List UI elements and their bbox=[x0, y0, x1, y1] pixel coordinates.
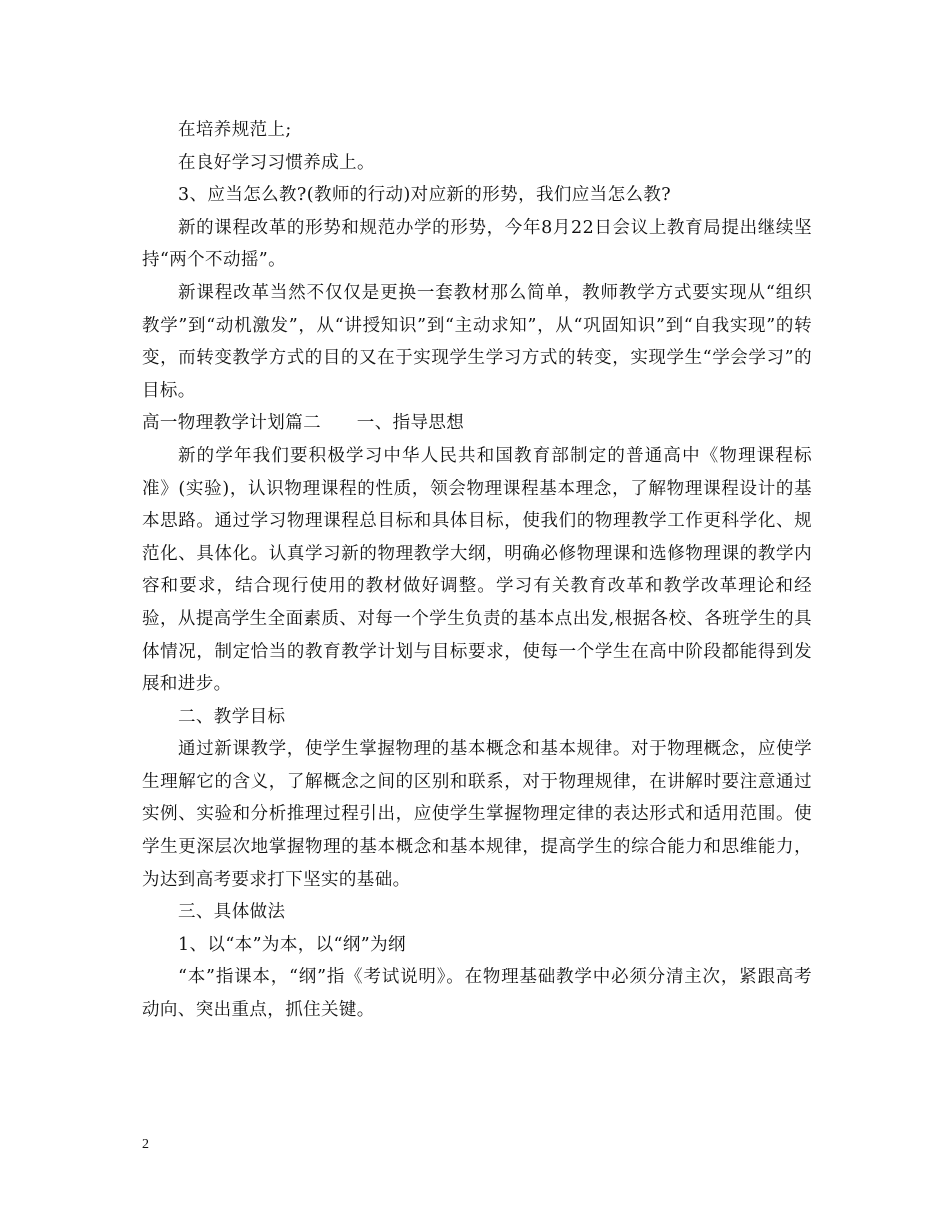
paragraph: “本”指课本，“纲”指《考试说明》。在物理基础教学中必须分清主次，紧跟高考动向、突出重点，抓住关键。 bbox=[142, 967, 812, 1021]
paragraph: 在良好学习习惯养成上。 bbox=[178, 152, 375, 173]
page-number: 2 bbox=[142, 1137, 149, 1152]
paragraph: 3、应当怎么教?(教师的行动)对应新的形势，我们应当怎么教? bbox=[178, 185, 672, 206]
section-heading: 二、教学目标 bbox=[178, 706, 286, 727]
paragraph: 新的课程改革的形势和规范办学的形势，今年8月22日会议上教育局提出继续坚持“两个不动摇”。 bbox=[142, 217, 812, 271]
subsection-heading: 1、以“本”为本，以“纲”为纲 bbox=[178, 934, 406, 955]
paragraph: 通过新课教学，使学生掌握物理的基本概念和基本规律。对于物理概念，应使学生理解它的含义，了解概念之间的区别和联系，对于物理规律，在讲解时要注意通过实例、实验和分析推理过程引出，应使学生掌握物理定律的表达形式和适用范围。使学生更深层次地掌握物理的基本概念和基本规律，提高学生的综合能力和思维能力，为达到高考要求打下坚实的基础。 bbox=[142, 739, 812, 890]
paragraph: 在培养规范上; bbox=[178, 120, 292, 140]
document-body bbox=[142, 114, 812, 1027]
paragraph: 新的学年我们要积极学习中华人民共和国教育部制定的普通高中《物理课程标准》(实验)，认识物理课程的性质，领会物理课程基本理念，了解物理课程设计的基本思路。通过学习物理课程总目标和具体目标，使我们的物理教学工作更科学化、规范化、具体化。认真学习新的物理教学大纲，明确必修物理课和选修物理课的教学内容和要求，结合现行使用的教材做好调整。学习有关教育改革和教学改革理论和经验，从提高学生全面素质、对每一个学生负责的基本点出发,根据各校、各班学生的具体情况，制定恰当的教育教学计划与目标要求，使每一个学生在高中阶段都能得到发展和进步。 bbox=[142, 445, 812, 695]
paragraph: 新课程改革当然不仅仅是更换一套教材那么简单，教师教学方式要实现从“组织教学”到“动机激发”，从“讲授知识”到“主动求知”，从“巩固知识”到“自我实现”的转变，而转变教学方式的目的又在于实现学生学习方式的转变，实现学生“学会学习”的目标。 bbox=[142, 282, 812, 401]
section-heading: 三、具体做法 bbox=[178, 902, 286, 923]
section-heading: 高一物理教学计划篇二 一、指导思想 bbox=[142, 413, 465, 434]
